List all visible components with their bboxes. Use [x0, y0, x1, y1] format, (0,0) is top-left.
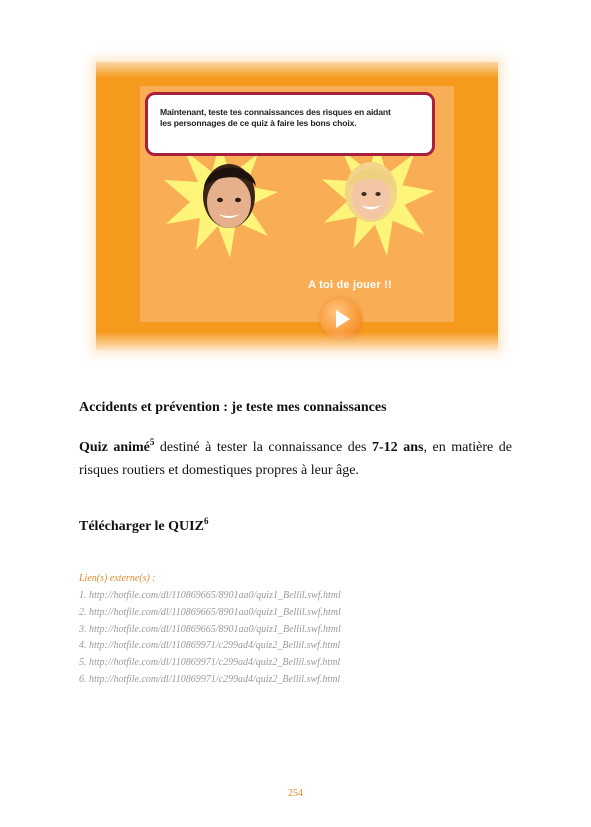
list-item — [79, 638, 341, 655]
page-number: 254 — [288, 788, 303, 799]
quiz-label: Quiz animé — [79, 440, 150, 455]
list-item — [79, 588, 341, 605]
speech-line-2: les personnages de ce quiz à faire les bons choix. — [160, 118, 357, 128]
quiz-screenshot — [96, 62, 498, 350]
frame-fade-top — [96, 62, 498, 78]
external-link[interactable]: 3. http://hotfile.com/dl/110869665/8901aa0/quiz1_Bellil.swf.html — [79, 623, 341, 635]
footnote-ref-6[interactable]: 6 — [203, 516, 209, 526]
external-link[interactable]: 2. http://hotfile.com/dl/110869665/8901aa0/quiz1_Bellil.swf.html — [79, 606, 341, 618]
frame-fade-bottom — [96, 332, 498, 350]
external-link[interactable]: 1. http://hotfile.com/dl/110869665/8901aa0/quiz1_Bellil.swf.html — [79, 590, 341, 601]
speech-text — [160, 107, 430, 129]
girl-face-illustration — [342, 158, 400, 224]
quiz-description — [79, 436, 512, 482]
age-range: 7-12 ans — [372, 440, 424, 455]
external-links-heading: Lien(s) externe(s) : — [79, 573, 156, 584]
external-link[interactable]: 4. http://hotfile.com/dl/110869971/c299ad4/quiz2_Bellil.swf.html — [79, 640, 341, 652]
download-label: Télécharger le QUIZ — [79, 519, 204, 534]
external-link[interactable]: 5. http://hotfile.com/dl/110869971/c299ad4/quiz2_Bellil.swf.html — [79, 657, 341, 669]
section-title: Accidents et prévention : je teste mes connaissances — [79, 400, 387, 415]
speech-bubble — [145, 92, 435, 156]
play-prompt-text: A toi de jouer !! — [308, 279, 392, 291]
download-quiz-heading — [79, 516, 209, 535]
list-item — [79, 605, 341, 622]
speech-line-1: Maintenant, teste tes connaissances des risques en aidant — [160, 107, 391, 117]
list-item — [79, 655, 341, 672]
description-text-b: , en matière de risques routiers et domestiques propres à leur âge. — [79, 440, 513, 478]
footnote-ref-5[interactable]: 5 — [149, 437, 155, 447]
list-item — [79, 622, 341, 639]
description-text-a: destiné à tester la connaissance des — [154, 440, 373, 455]
boy-face-illustration — [196, 152, 262, 232]
list-item — [79, 672, 341, 689]
external-links-list — [79, 588, 341, 689]
external-link[interactable]: 6. http://hotfile.com/dl/110869971/c299ad4/quiz2_Bellil.swf.html — [79, 673, 341, 685]
